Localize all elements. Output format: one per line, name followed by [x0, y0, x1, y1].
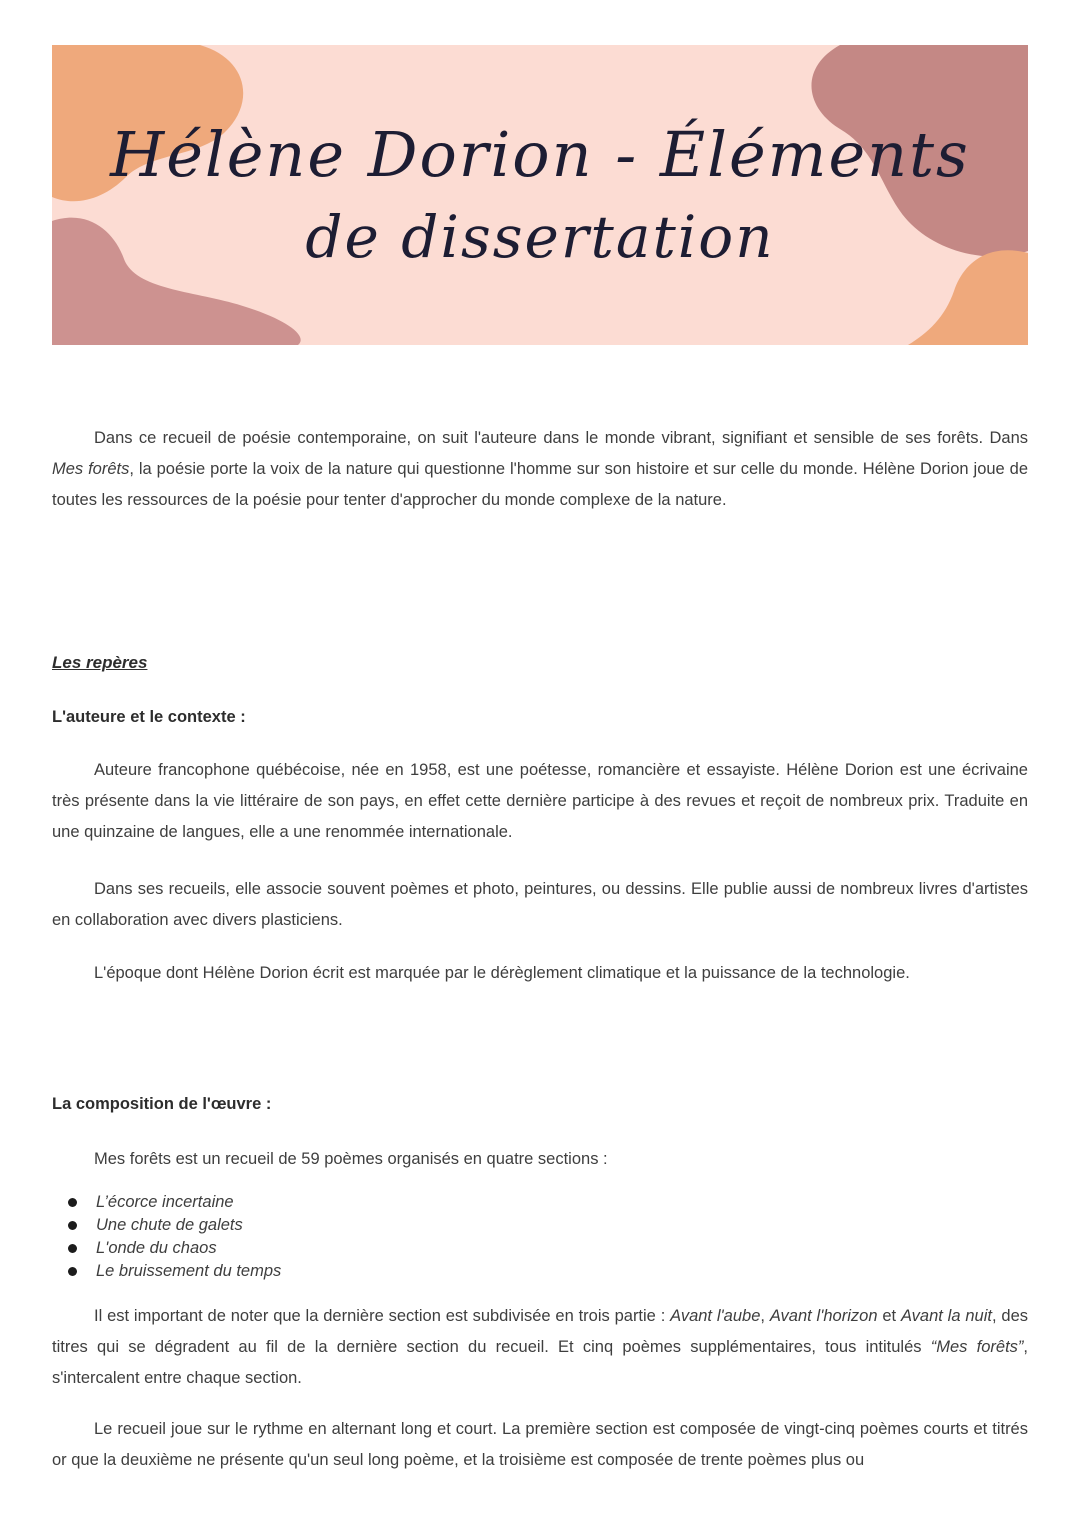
bullet-icon	[68, 1198, 77, 1207]
text-run: Il est important de noter que la dernière section est subdivisée en trois partie :	[94, 1307, 671, 1325]
bullet-icon	[68, 1244, 77, 1253]
banner-title-line-2: de dissertation	[305, 203, 775, 272]
text-run: ,	[760, 1307, 770, 1325]
list-item-text: L’écorce incertaine	[96, 1193, 234, 1211]
paragraph-auteure-bio: Auteure francophone québécoise, née en 1958, est une poétesse, romancière et essayiste. Hélène Dorion est une écrivaine très présente dans la vie littéraire de son pays, en effet cette dernière participe à des revues et reçoit de nombreux prix. Traduite en une quinzaine de langues, elle a une renommée internationale.	[52, 761, 1028, 841]
document-body	[52, 423, 1028, 1476]
list-item-ecorce	[52, 1191, 1028, 1214]
list-item-chute	[52, 1214, 1028, 1237]
title-banner	[52, 45, 1028, 345]
intro-paragraph	[52, 423, 1028, 516]
bullet-icon	[68, 1267, 77, 1276]
paragraph-epoque: L'époque dont Hélène Dorion écrit est marquée par le dérèglement climatique et la puissance de la technologie.	[94, 964, 910, 982]
banner-title-line-1: Hélène Dorion - Éléments	[110, 118, 970, 191]
paragraph-rythme: Le recueil joue sur le rythme en alternant long et court. La première section est composée de vingt-cinq poèmes courts et titrés or que la deuxième ne présente qu'un seul long poème, et la troisième est composée de trente poèmes plus ou	[52, 1420, 1028, 1469]
text-run-italic: Avant la nuit	[900, 1307, 992, 1325]
list-item-text: Le bruissement du temps	[96, 1262, 282, 1280]
text-run: , la poésie porte la voix de la nature qui questionne l'homme sur son histoire et sur celle du monde. Hélène Dorion joue de toutes les ressources de la poésie pour tenter d'approcher du monde complexe de la nature.	[52, 460, 1028, 509]
list-item-bruissement	[52, 1260, 1028, 1283]
list-item-text: Une chute de galets	[96, 1216, 243, 1234]
banner-title	[52, 45, 1028, 345]
composition-lead: Mes forêts est un recueil de 59 poèmes organisés en quatre sections :	[94, 1150, 608, 1168]
text-run-italic: “Mes forêts”	[930, 1338, 1024, 1356]
subheading-composition-oeuvre: La composition de l'œuvre :	[52, 1095, 272, 1113]
subheading-auteure-contexte: L'auteure et le contexte :	[52, 708, 246, 726]
text-run: , des titres qui se dégradent au fil de la dernière section du recueil. Et cinq poèmes supplémentaires, tous intitulés	[52, 1307, 1028, 1356]
text-run-italic: Mes forêts	[52, 460, 130, 478]
section-heading-les-reperes: Les repères	[52, 653, 148, 672]
text-run-italic: Avant l'horizon	[769, 1307, 878, 1325]
text-run: Dans ce recueil de poésie contemporaine, on suit l'auteure dans le monde vibrant, signifiant et sensible de ses forêts. Dans	[94, 429, 1028, 447]
bullet-icon	[68, 1221, 77, 1230]
paragraph-sections-detail	[52, 1301, 1028, 1394]
paragraph-recueils-collaborations: Dans ses recueils, elle associe souvent poèmes et photo, peintures, ou dessins. Elle publie aussi de nombreux livres d'artistes en collaboration avec divers plasticiens.	[52, 880, 1028, 929]
text-run: , s'intercalent entre chaque section.	[52, 1338, 1028, 1387]
sections-list	[52, 1191, 1028, 1283]
list-item-onde	[52, 1237, 1028, 1260]
text-run: et	[877, 1307, 901, 1325]
list-item-text: L'onde du chaos	[96, 1239, 217, 1257]
text-run-italic: Avant l'aube	[670, 1307, 761, 1325]
